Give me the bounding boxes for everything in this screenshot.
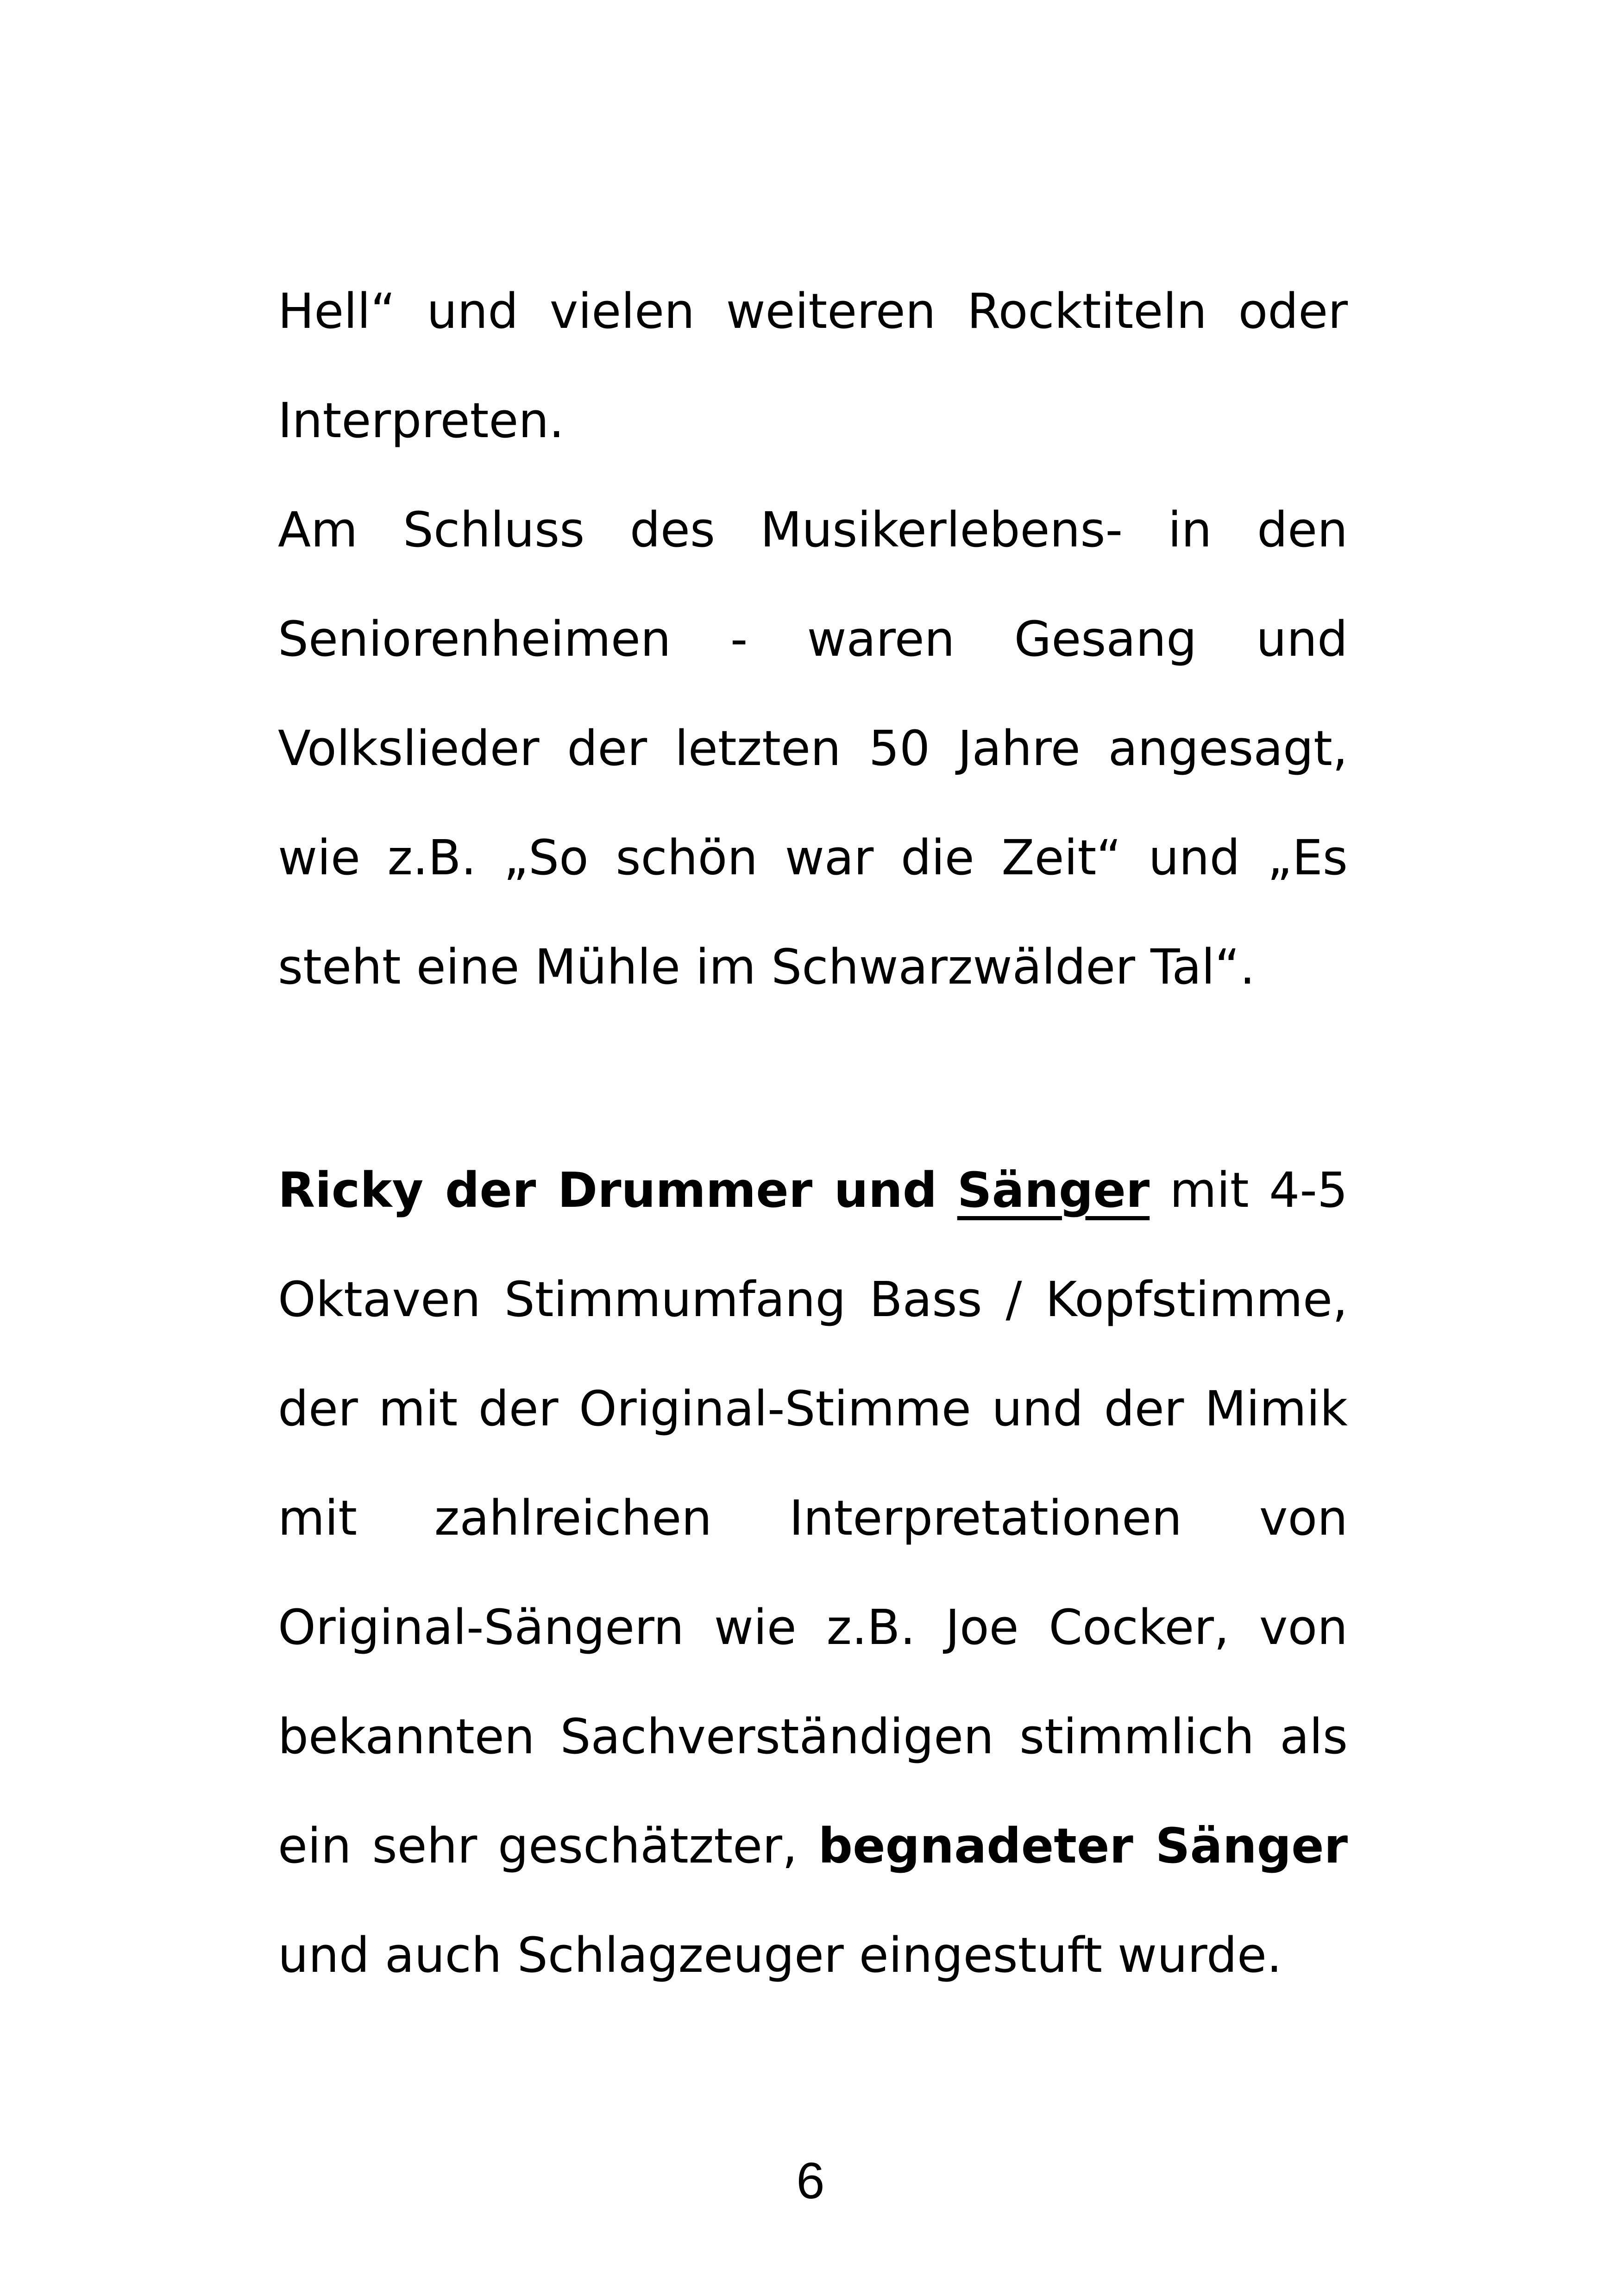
paragraph-3-line-4: mit zahlreichen Interpretationen von: [278, 1490, 1348, 1546]
paragraph-3-line-8: und auch Schlagzeuger eingestuft wurde.: [278, 1927, 1282, 1983]
paragraph-3-line-6: bekannten Sachverständigen stimmlich als: [278, 1708, 1348, 1765]
paragraph-3-line-3: der mit der Original-Stimme und der Mimik: [278, 1380, 1348, 1437]
paragraph-2-line-1: Am Schluss des Musikerlebens- in den: [278, 502, 1348, 558]
paragraph-2-line-2: Seniorenheimen - waren Gesang und: [278, 611, 1348, 667]
paragraph-1-line-2: Interpreten.: [278, 392, 565, 449]
page-number: 6: [796, 2152, 825, 2209]
bold-underlined-word: Sänger: [957, 1162, 1150, 1218]
paragraph-3-line-2: Oktaven Stimmumfang Bass / Kopfstimme,: [278, 1271, 1348, 1328]
line-rest: mit 4-5: [1169, 1162, 1348, 1218]
paragraph-1-line-1: Hell“ und vielen weiteren Rocktiteln oder: [278, 283, 1348, 339]
bold-phrase: begnadeter Sänger: [818, 1818, 1348, 1874]
paragraph-3-line-5: Original-Sängern wie z.B. Joe Cocker, von: [278, 1599, 1348, 1656]
paragraph-2-line-5: steht eine Mühle im Schwarzwälder Tal“.: [278, 939, 1255, 995]
line-text: ein sehr geschätzter,: [278, 1818, 798, 1874]
paragraph-2-line-3: Volkslieder der letzten 50 Jahre angesagt,: [278, 720, 1348, 777]
paragraph-3-line-1: [278, 1158, 1348, 1223]
paragraph-3-line-7: [278, 1813, 1348, 1878]
paragraph-2-line-4: wie z.B. „So schön war die Zeit“ und „Es: [278, 829, 1348, 886]
bold-phrase: Ricky der Drummer und: [278, 1162, 937, 1218]
